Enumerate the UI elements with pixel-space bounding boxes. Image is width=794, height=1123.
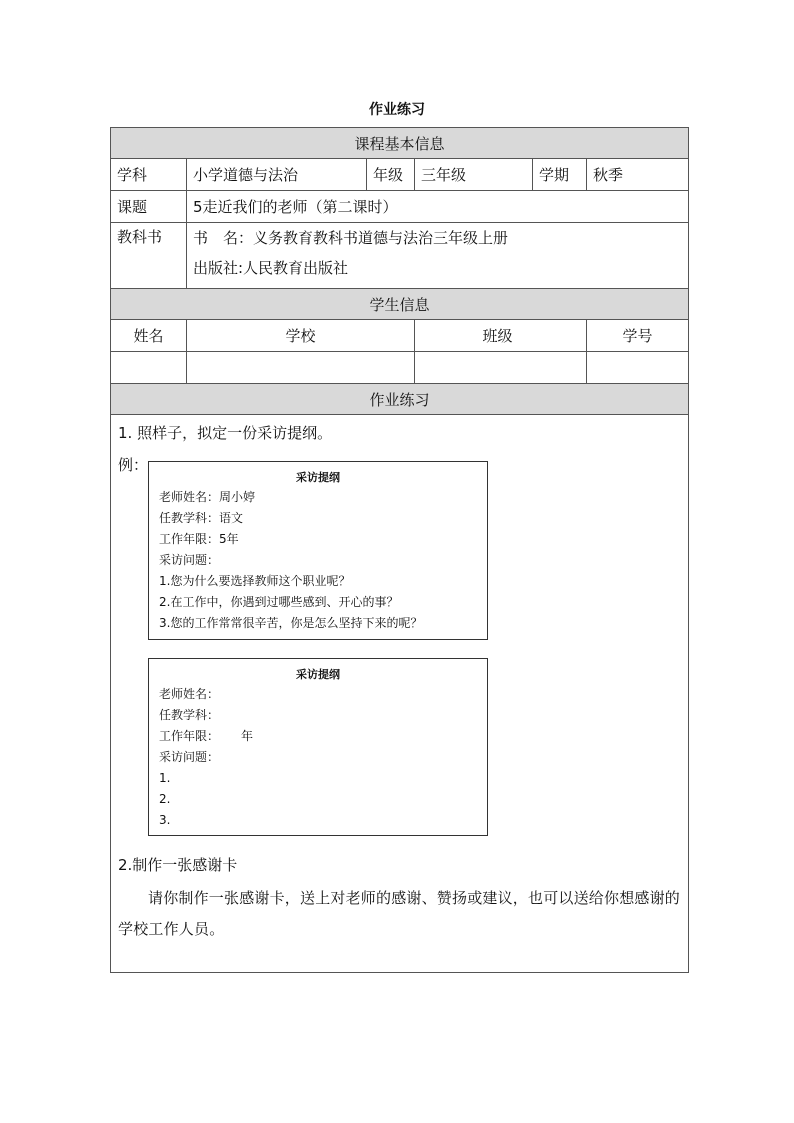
topic-label: 课题 [111,191,187,223]
blank-question-2[interactable]: 2. [159,792,171,806]
course-info-header-row [111,128,689,159]
subject-label: 学科 [111,159,187,191]
example-interview-outline [148,461,488,640]
example-label: 例： [118,456,149,474]
subject-row [111,159,689,191]
example-teacher-name: 老师姓名：周小婷 [159,490,256,504]
student-school-header: 学校 [187,320,415,352]
blank-question-1[interactable]: 1. [159,771,171,785]
exercise-cell [111,415,689,973]
textbook-label: 教科书 [111,223,187,289]
student-class-header [415,320,587,352]
exercise-row [111,415,689,973]
student-columns-row [111,320,689,352]
blank-years[interactable] [149,726,487,747]
exercise-header: 作业练习 [111,384,689,415]
example-subject: 任教学科：语文 [159,511,244,525]
student-class-field[interactable] [415,352,587,384]
question-2-body: 请你制作一张感谢卡，送上对老师的感谢、赞扬或建议，也可以送给你想感谢的学校工作人员。 [118,889,681,938]
student-school-field[interactable] [187,352,415,384]
topic-value: 5走近我们的老师（第二课时） [187,191,689,223]
term-label: 学期 [533,159,587,191]
textbook-info [187,223,689,289]
example-question-2: 2.在工作中，你遇到过哪些感到、开心的事？ [159,595,399,609]
blank-outline-title: 采访提纲 [296,668,340,681]
worksheet-table [110,127,689,973]
example-questions-label: 采访问题： [159,553,220,567]
blank-subject-label: 任教学科： [159,708,220,722]
textbook-publisher: 出版社:人民教育出版社 [193,259,349,277]
topic-row [111,191,689,223]
question-1-title: 1. 照样子，拟定一份采访提纲。 [118,424,333,442]
blank-questions-label: 采访问题： [159,750,220,764]
grade-value: 三年级 [415,159,533,191]
question-2-title: 2.制作一张感谢卡 [118,856,238,874]
subject-value: 小学道德与法治 [187,159,367,191]
blank-teacher-name[interactable] [149,684,487,705]
example-outline-title: 采访提纲 [296,471,340,484]
example-question-1: 1.您为什么要选择教师这个职业呢？ [159,574,351,588]
textbook-name: 书 名：义务教育教科书道德与法治三年级上册 [193,229,509,247]
blank-subject[interactable] [149,705,487,726]
student-info-header: 学生信息 [111,289,689,320]
textbook-row [111,223,689,289]
student-name-field[interactable] [111,352,187,384]
blank-years-unit: 年 [241,729,254,743]
course-info-header: 课程基本信息 [111,128,689,159]
student-class-header-text: 班级 [482,327,513,345]
blank-question-3[interactable]: 3. [159,813,171,827]
grade-label: 年级 [367,159,415,191]
example-question-3: 3.您的工作常常很辛苦，你是怎么坚持下来的呢？ [159,616,423,630]
student-id-field[interactable] [587,352,689,384]
term-value: 秋季 [587,159,689,191]
student-info-header-row [111,289,689,320]
blank-interview-outline [148,658,488,836]
example-years: 工作年限：5年 [159,532,239,546]
blank-teacher-name-label: 老师姓名： [159,687,220,701]
student-input-row [111,352,689,384]
student-name-header: 姓名 [111,320,187,352]
exercise-content [111,415,688,972]
document-title: 作业练习 [369,102,425,118]
student-id-header: 学号 [587,320,689,352]
exercise-header-row [111,384,689,415]
blank-years-label: 工作年限： [159,729,220,743]
